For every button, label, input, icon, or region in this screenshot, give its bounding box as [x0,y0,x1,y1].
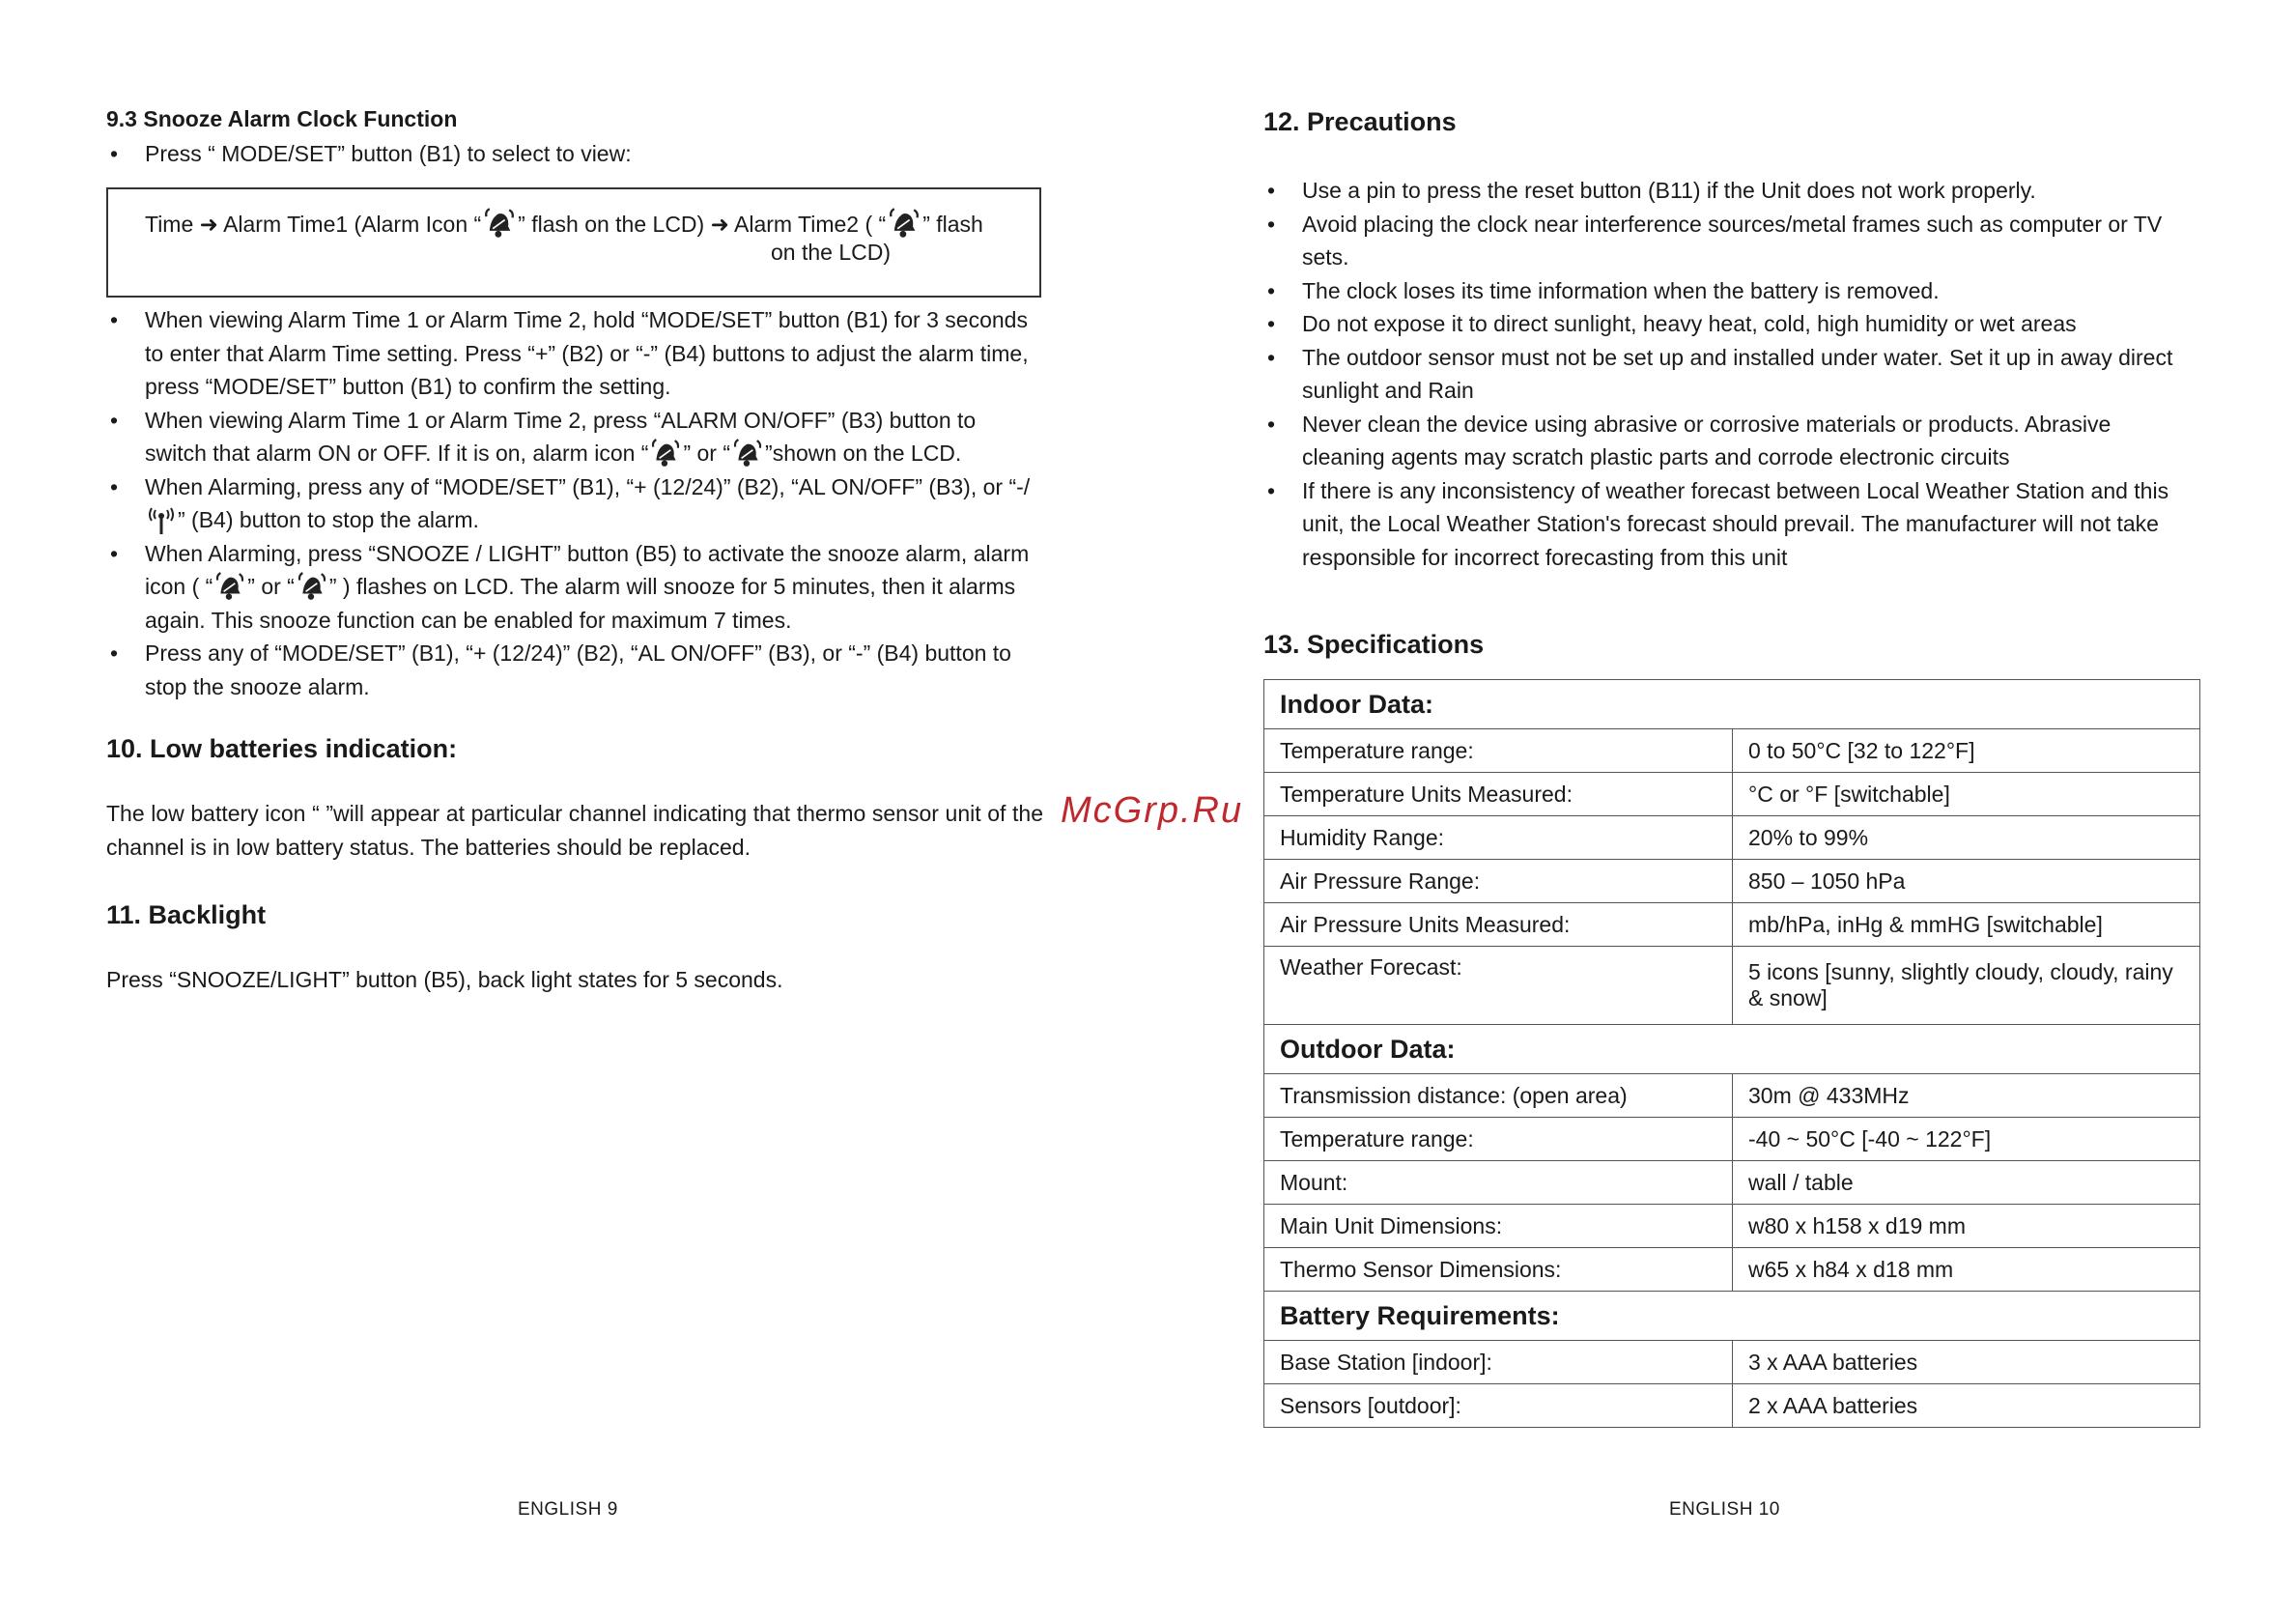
precaution-item: • Never clean the device using abrasive or corrosive materials or products. Abrasive cleaning agents may scratch plastic parts and corrode electronic circuits [1263,408,2181,474]
alarm-icon-2 [888,207,921,240]
table-row: Air Pressure Units Measured: mb/hPa, inHg & mmHG [switchable] [1264,903,2200,947]
precaution-item: • Avoid placing the clock near interference sources/metal frames such as computer or TV sets. [1263,208,2181,274]
section-11-title: 11. Backlight [106,900,267,929]
alarm-icon-2 [297,571,327,602]
precaution-item: • The outdoor sensor must not be set up and installed under water. Set it up in away direct sunlight and Rain [1263,341,2181,408]
section-9-3-title: 9.3 Snooze Alarm Clock Function [106,106,458,131]
alarm-icon-1 [650,438,681,469]
table-row: Mount: wall / table [1264,1161,2200,1205]
precautions-list [1263,174,2181,574]
mode-flow-line1: Time ➜ Alarm Time1 (Alarm Icon “ ” flash on the LCD) ➜ Alarm Time2 ( “ ” flash [145,207,983,242]
table-row: Humidity Range: 20% to 99% [1264,816,2200,860]
page-footer-9: ENGLISH 9 [518,1499,618,1520]
section-10-text: The low battery icon “ ”will appear at particular channel indicating that thermo sensor unit of the channel is in low battery status. The batteries should be replaced. [106,801,1043,860]
arrow-right-icon: ➜ [710,212,729,237]
section-11-text: Press “SNOOZE/LIGHT” button (B5), back light states for 5 seconds. [106,967,783,992]
table-row: Temperature range: 0 to 50°C [32 to 122°F] [1264,729,2200,773]
table-row: Temperature range: -40 ~ 50°C [-40 ~ 122°F] [1264,1118,2200,1161]
specifications-table [1263,679,2200,1428]
table-row: Air Pressure Range: 850 – 1050 hPa [1264,860,2200,903]
arrow-right-icon: ➜ [199,212,218,237]
bullet-stop-alarm: • When Alarming, press any of “MODE/SET” (B1), “+ (12/24)” (B2), “AL ON/OFF” (B3), or “-/” (B4) button to stop the alarm. [106,470,1041,537]
alarm-icon-1 [214,571,245,602]
alarm-icon-1 [483,207,516,240]
watermark: McGrp.Ru [1061,790,1244,831]
spec-section-battery: Battery Requirements: [1264,1292,2200,1341]
flow-step-time: Time [145,212,194,237]
table-row: Transmission distance: (open area) 30m @ 433MHz [1264,1074,2200,1118]
page-footer-10: ENGLISH 10 [1669,1499,1780,1520]
section-13-title: 13. Specifications [1263,630,1485,659]
table-row: Base Station [indoor]: 3 x AAA batteries [1264,1341,2200,1384]
section-9-3-intro: • Press “ MODE/SET” button (B1) to select to view: [106,137,1034,171]
bullet-toggle-alarm: • When viewing Alarm Time 1 or Alarm Time 2, press “ALARM ON/OFF” (B3) button to switch that alarm ON or OFF. If it is on, alarm icon “ ” or “ ”shown on the LCD. [106,404,1041,470]
flow-step-alarm1: Alarm Time1 (Alarm Icon “ [223,212,482,237]
right-page [1140,0,2296,1621]
section-9-3-bullets [106,303,1041,703]
precaution-item: • The clock loses its time information when the battery is removed. [1263,274,2181,308]
table-row: Weather Forecast: 5 icons [sunny, slightly cloudy, cloudy, rainy & snow] [1264,947,2200,1025]
table-row: Thermo Sensor Dimensions: w65 x h84 x d18 mm [1264,1248,2200,1292]
table-row: Temperature Units Measured: °C or °F [switchable] [1264,773,2200,816]
section-10-title: 10. Low batteries indication: [106,734,458,763]
precaution-item: • Use a pin to press the reset button (B11) if the Unit does not work properly. [1263,174,2181,208]
table-row: Main Unit Dimensions: w80 x h158 x d19 mm [1264,1205,2200,1248]
precaution-item: • If there is any inconsistency of weather forecast between Local Weather Station and this unit, the Local Weather Station's forecast should prevail. The manufacturer will not take responsible for incorrect forecasting from this unit [1263,474,2181,575]
precaution-item: • Do not expose it to direct sunlight, heavy heat, cold, high humidity or wet areas [1263,307,2181,341]
spec-section-indoor: Indoor Data: [1264,680,2200,729]
mode-flow-line2: on the LCD) [771,240,892,265]
section-9-3-intro-list [106,137,1034,171]
spec-section-outdoor: Outdoor Data: [1264,1025,2200,1074]
bullet-set-alarm: • When viewing Alarm Time 1 or Alarm Time 2, hold “MODE/SET” button (B1) for 3 seconds to enter that Alarm Time setting. Press “+” (B2) or “-” (B4) buttons to adjust the alarm time, press “MODE/SET” button (B1) to confirm the setting. [106,303,1041,404]
section-12-title: 12. Precautions [1263,107,1457,136]
bullet-stop-snooze: • Press any of “MODE/SET” (B1), “+ (12/24)” (B2), “AL ON/OFF” (B3), or “-” (B4) button to stop the snooze alarm. [106,637,1041,703]
flow-step-alarm2: Alarm Time2 ( “ [734,212,887,237]
bullet-snooze: • When Alarming, press “SNOOZE / LIGHT” button (B5) to activate the snooze alarm, alarm icon ( “ ” or “ ” ) flashes on LCD. The alarm will snooze for 5 minutes, then it alarms again. This snooze function can be enabled for maximum 7 times. [106,537,1041,638]
table-row: Sensors [outdoor]: 2 x AAA batteries [1264,1384,2200,1428]
antenna-icon [147,506,176,535]
mode-flow-box [106,187,1041,298]
alarm-icon-2 [732,438,763,469]
left-page [0,0,1140,1621]
